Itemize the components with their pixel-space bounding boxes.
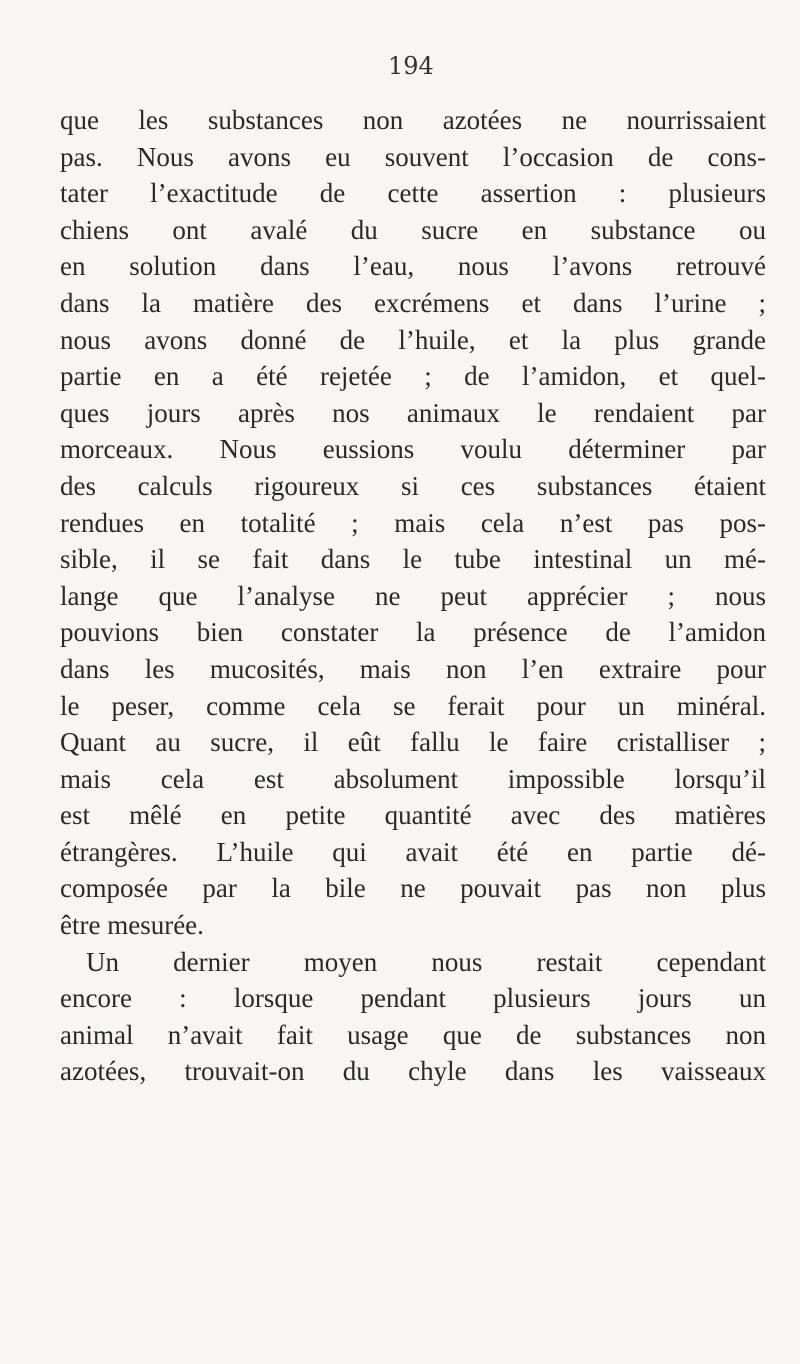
text-line: Un dernier moyen nous restait cependant [86,946,766,977]
body-text [60,102,766,1090]
text-line: des calculs rigoureux si ces substances étaient [60,470,766,501]
text-line: pas. Nous avons eu souvent l’occasion de cons- [60,141,766,172]
text-line: en solution dans l’eau, nous l’avons retrouvé [60,251,766,282]
text-line: ques jours après nos animaux le rendaient par [60,397,766,428]
text-line: lange que l’analyse ne peut apprécier ; nous [60,580,766,611]
text-line: pouvions bien constater la présence de l’amidon [60,617,766,648]
text-line: tater l’exactitude de cette assertion : plusieurs [60,178,766,209]
text-line: azotées, trouvait-on du chyle dans les vaisseaux [60,1056,766,1087]
text-line: que les substances non azotées ne nourrissaient [60,105,766,135]
text-line: partie en a été rejetée ; de l’amidon, et quel- [60,361,766,392]
text-line: Quant au sucre, il eût fallu le faire cristalliser ; [60,727,766,758]
text-line: chiens ont avalé du sucre en substance ou [60,214,766,245]
text-line: mais cela est absolument impossible lorsqu’il [60,763,766,794]
text-line: sible, il se fait dans le tube intestinal un mé- [60,544,766,575]
text-line: encore : lorsque pendant plusieurs jours un [60,983,766,1014]
text-line: étrangères. L’huile qui avait été en partie dé- [60,836,766,867]
text-line: composée par la bile ne pouvait pas non plus [60,873,766,904]
text-line: morceaux. Nous eussions voulu déterminer par [60,434,766,465]
page-number: 194 [388,52,434,80]
text-line: rendues en totalité ; mais cela n’est pas pos- [60,507,766,538]
text-line: dans la matière des excrémens et dans l’urine ; [60,287,766,318]
text-line: est mêlé en petite quantité avec des matières [60,800,766,831]
text-line: nous avons donné de l’huile, et la plus grande [60,324,766,355]
text-line: le peser, comme cela se ferait pour un minéral. [60,690,766,721]
text-line: être mesurée. [60,910,204,941]
text-line: animal n’avait fait usage que de substances non [60,1019,766,1050]
text-line: dans les mucosités, mais non l’en extraire pour [60,653,766,684]
